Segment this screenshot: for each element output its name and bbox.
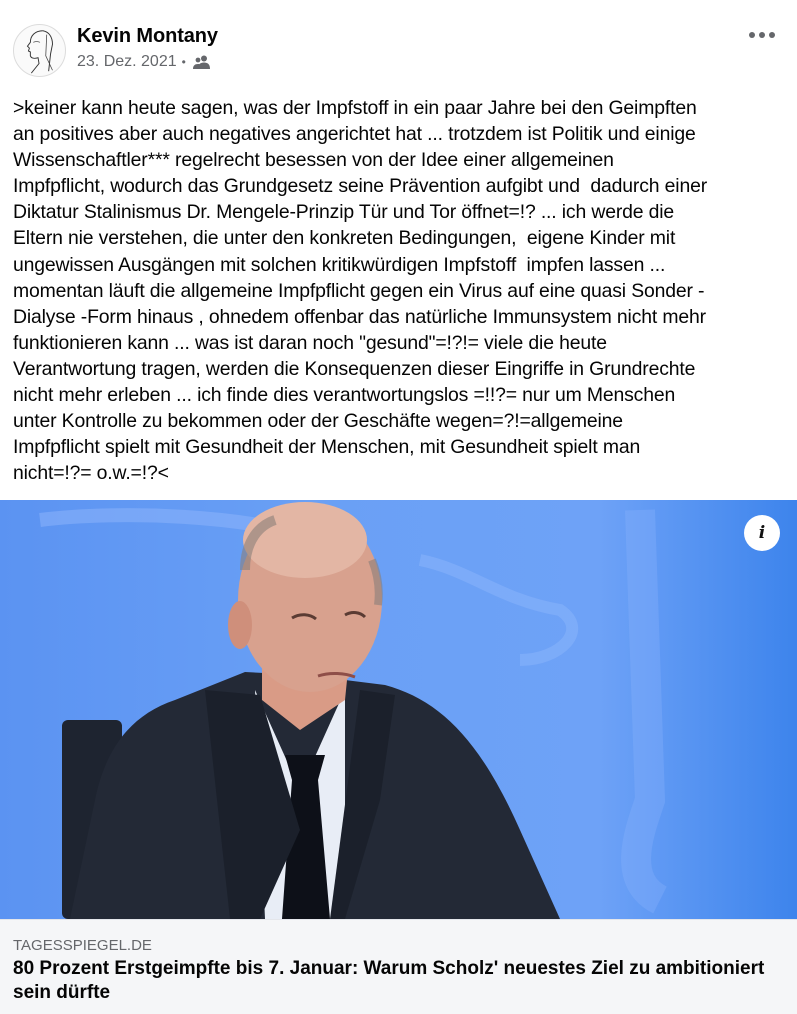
more-dot-icon <box>749 32 755 38</box>
link-preview-image[interactable] <box>0 500 797 919</box>
post-meta <box>77 53 210 71</box>
link-domain: TAGESSPIEGEL.DE <box>13 937 152 954</box>
author-name[interactable]: Kevin Montany <box>77 25 218 47</box>
author-avatar[interactable] <box>13 24 66 77</box>
more-options-button[interactable] <box>749 28 775 42</box>
post-header <box>0 0 797 90</box>
avatar-sketch-icon <box>14 25 65 76</box>
info-icon: i <box>758 523 766 543</box>
friends-icon[interactable] <box>193 55 210 69</box>
link-preview-caption[interactable] <box>0 919 797 1014</box>
post-date[interactable]: 23. Dez. 2021 <box>77 53 177 70</box>
post-text: >keiner kann heute sagen, was der Impfstoff in ein paar Jahre bei den Geimpften an positives aber auch negatives angerichtet hat ... trotzdem ist Politik und einige Wissenschaftler*** regelrecht besessen von der Idee einer allgemeinen Impfpflicht, wodurch das Grundgesetz seine Prävention aufgibt und dadurch einer Diktatur Stalinismus Dr. Mengele-Prinzip Tür und Tor öffnet=!? ... ich werde die Eltern nie verstehen, die unter den konkreten Bedingungen, eigene Kinder mit ungewissen Ausgängen mit solchen kritikwürdigen Impfstoff impfen lassen ... momentan läuft die allgemeine Impfpflicht gegen ein Virus auf eine quasi Sonder - Dialyse -Form hinaus , ohnedem offenbar das natürliche Immunsystem nicht mehr funktionieren kann ... was ist daran noch "gesund"=!?!= viele die heute Verantwortung tragen, werden die Konsequenzen dieser Eingriffe in Grundrechte nicht mehr erleben ... ich finde dies verantwortungslos =!!?= nur um Menschen unter Kontrolle zu bekommen oder der Geschäfte wegen=?!=allgemeine Impfpflicht spielt mit Gesundheit der Menschen, mit Gesundheit spielt man nicht=!?= o.w.=!?< <box>13 97 708 485</box>
info-button[interactable] <box>744 515 780 551</box>
link-title[interactable]: 80 Prozent Erstgeimpfte bis 7. Januar: Warum Scholz' neuestes Ziel zu ambitioniert sein dürfte <box>13 958 765 1003</box>
portrait-photo <box>0 500 797 919</box>
more-dot-icon <box>769 32 775 38</box>
more-dot-icon <box>759 32 765 38</box>
link-preview[interactable] <box>0 500 797 1014</box>
meta-separator: • <box>181 55 186 69</box>
